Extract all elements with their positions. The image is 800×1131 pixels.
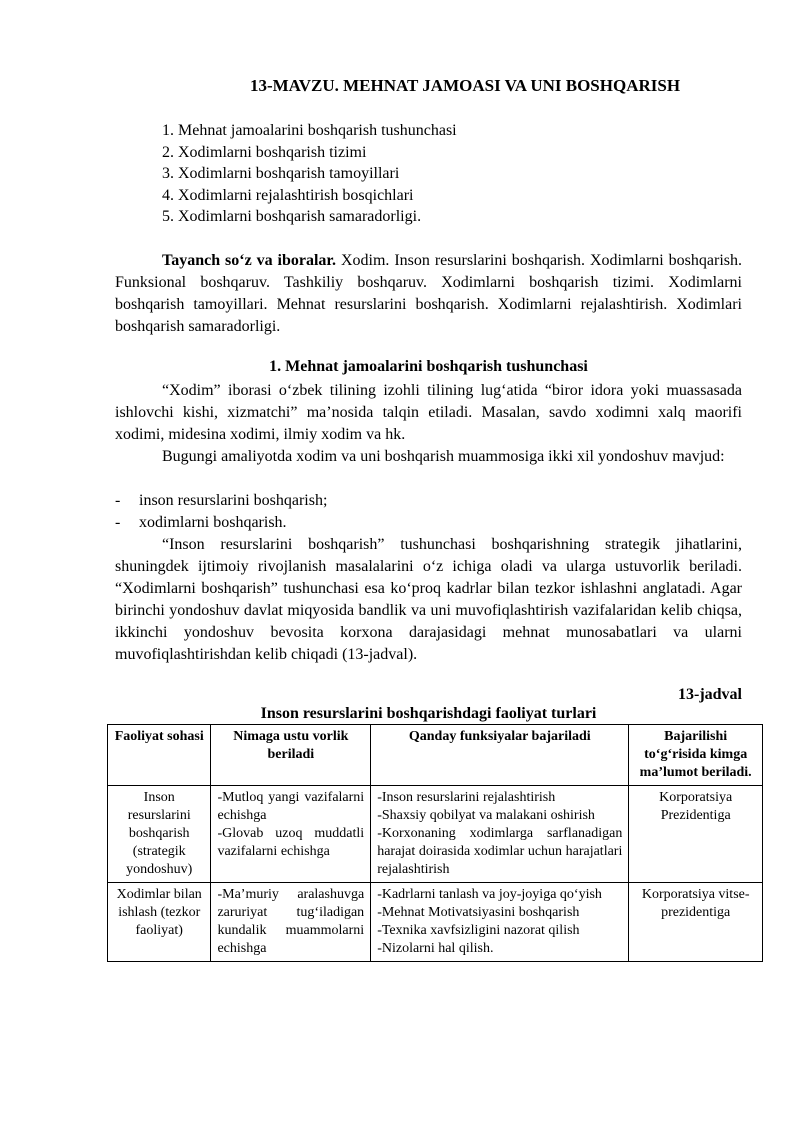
outline-item: 5. Xodimlarni boshqarish samaradorligi. <box>162 208 422 225</box>
table-row <box>108 786 763 883</box>
table-cell-priority <box>211 786 371 883</box>
table-header-row <box>108 725 763 786</box>
cell-line: -Ma’muriy aralashuvga zaruriyat tug‘iladigan kundalik muammolarni echishga <box>217 887 365 956</box>
column-header: Bajarilishi to‘g‘risida kimga ma’lumot beriladi. <box>629 725 763 786</box>
topic-outline <box>162 120 457 228</box>
outline-item: 4. Xodimlarni rejalashtirish bosqichlari <box>162 186 414 204</box>
table-cell-functions <box>371 883 629 962</box>
keywords-paragraph <box>115 250 742 338</box>
cell-line: -Korxonaning xodimlarga sarflanadigan harajat doirasida xodimlar uchun harajatlari rejalashtirish <box>377 826 623 877</box>
column-header: Qanday funksiyalar bajariladi <box>371 725 629 786</box>
dash-marker: - <box>115 514 121 531</box>
table-title: Inson resurslarini boshqarishdagi faoliyat turlari <box>260 705 597 722</box>
table-cell-area: Xodimlar bilan ishlash (tezkor faoliyat) <box>108 883 211 962</box>
body-paragraph: “Xodim” iborasi o‘zbek tilining izohli tilining lug‘atida “biror idora yoki muassasada ishlovchi kishi, xizmatchi” ma’nosida talqin etiladi. Masalan, savdo xodimni xalq maorifi xodimi, midesina xodimi, ilmiy xodim va hk. <box>115 382 742 443</box>
cell-line: -Mutloq yangi vazifalarni echishga <box>217 790 365 823</box>
activity-table <box>107 724 763 962</box>
column-header: Nimaga ustu vorlik beriladi <box>211 725 371 786</box>
keywords-label: Tayanch so‘z va iboralar. <box>162 252 337 269</box>
cell-line: -Nizolarni hal qilish. <box>377 941 494 956</box>
table-cell-functions <box>371 786 629 883</box>
cell-line: -Shaxsiy qobilyat va malakani oshirish <box>377 808 595 823</box>
outline-item: 1. Mehnat jamoalarini boshqarish tushunchasi <box>162 122 457 139</box>
cell-line: -Glovab uzoq muddatli vazifalarni echishga <box>217 826 365 859</box>
column-header: Faoliyat sohasi <box>108 725 211 786</box>
table-cell-area: Inson resurslarini boshqarish (strategik yondoshuv) <box>108 786 211 883</box>
table-number: 13-jadval <box>678 686 742 703</box>
dash-marker: - <box>115 492 121 509</box>
cell-line: -Mehnat Motivatsiyasini boshqarish <box>377 905 580 920</box>
approach-list <box>115 490 327 534</box>
cell-line: -Kadrlarni tanlash va joy-joyiga qo‘yish <box>377 887 602 902</box>
table-cell-priority <box>211 883 371 962</box>
outline-item: 2. Xodimlarni boshqarish tizimi <box>162 143 367 161</box>
list-item-text: xodimlarni boshqarish. <box>139 514 287 531</box>
cell-line: -Texnika xavfsizligini nazorat qilish <box>377 923 580 938</box>
keywords-text: Xodim. Inson resurslarini boshqarish. Xodimlarni boshqarish. Funksional boshqaruv. Tashkiliy boshqaruv. Xodimlarni boshqarish tizimi. Xodimlarni boshqarish tamoyillari. Mehnat resurslarini boshqarish. Xodimlarni rejalashtirish. Xodimlari boshqarish samaradorligi. <box>115 252 743 335</box>
table-cell-report-to: Korporatsiya vitse-prezidentiga <box>629 883 763 962</box>
list-item-text: inson resurslarini boshqarish; <box>139 492 328 509</box>
table-row <box>108 883 763 962</box>
cell-line: -Inson resurslarini rejalashtirish <box>377 790 556 805</box>
section-title: 1. Mehnat jamoalarini boshqarish tushunchasi <box>269 358 588 375</box>
list-item <box>115 512 327 534</box>
table-cell-report-to: Korporatsiya Prezidentiga <box>629 786 763 883</box>
body-paragraph: “Inson resurslarini boshqarish” tushunchasi boshqarishning strategik jihatlarini, shuningdek ijtimoiy rivojlanish masalalarini o‘z ichiga oladi va ularga ustuvorlik beriladi. “Xodimlarni boshqarish” tushunchasi esa ko‘proq kadrlar bilan tezkor ishlashni anglatadi. Agar birinchi yondoshuv davlat miqyosida bandlik va uni muvofiqlashtirish vazifalaridan kelib chiqsa, ikkinchi yondoshuv bevosita korxona darajasidagi mehnat munosabatlari va ularni muvofiqlashtirishdan kelib chiqadi (13-jadval). <box>115 536 742 663</box>
body-paragraph: Bugungi amaliyotda xodim va uni boshqarish muammosiga ikki xil yondoshuv mavjud: <box>162 448 725 465</box>
outline-item: 3. Xodimlarni boshqarish tamoyillari <box>162 165 400 182</box>
page-title: 13-MAVZU. MEHNAT JAMOASI VA UNI BOSHQARISH <box>249 76 681 95</box>
list-item <box>115 490 327 512</box>
